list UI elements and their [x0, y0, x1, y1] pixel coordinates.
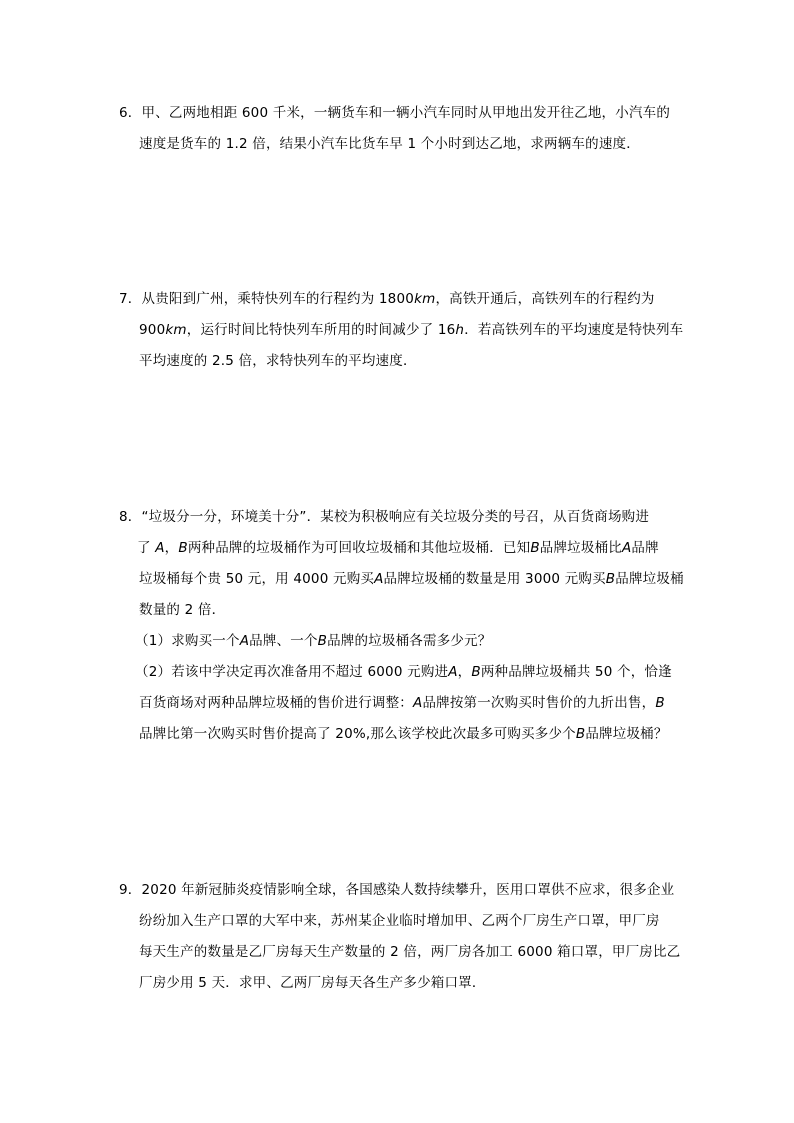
variable-b: B — [178, 540, 188, 556]
problem-9-line-1 — [119, 881, 674, 899]
problem-6-number: 6． — [119, 105, 142, 121]
problem-8-text: 品牌比第一次购买时售价提高了 20%,那么该学校此次最多可购买多少个 — [139, 726, 576, 742]
problem-7-text: 900 — [139, 322, 166, 338]
problem-8-text: ， — [164, 540, 179, 556]
variable-b: B — [605, 571, 616, 587]
problem-7-text: ，运行时间比特快列车所用的时间减少了 16 — [186, 322, 456, 338]
problem-8-text: 品牌垃圾桶？ — [585, 726, 668, 742]
problem-8-text: 垃圾桶每个贵 50 元，用 4000 元购买 — [139, 571, 375, 587]
problem-8-text: 品牌按第一次购买时售价的九折出售， — [422, 695, 656, 711]
variable-a: A — [374, 571, 384, 587]
unit-km: km — [165, 322, 187, 338]
problem-8-text: （2）若该中学决定再次准备用不超过 6000 元购进 — [135, 664, 449, 680]
problem-9-line-3: 每天生产的数量是乙厂房每天生产数量的 2 倍，两厂房各加工 6000 箱口罩，甲厂房比乙 — [139, 944, 681, 960]
problem-8-subquestion-2-line-3 — [139, 725, 668, 743]
problem-7-line-3: 平均速度的 2.5 倍，求特快列车的平均速度． — [139, 353, 417, 369]
problem-8-line-3 — [139, 570, 684, 588]
variable-a: A — [621, 540, 632, 556]
variable-b: B — [317, 633, 328, 649]
problem-7-number: 7． — [119, 291, 142, 307]
problem-8-number: 8． — [119, 509, 142, 525]
problem-7-line-1 — [119, 290, 655, 308]
problem-6-line-1 — [119, 104, 670, 122]
variable-a: A — [413, 695, 423, 711]
problem-9-line-4: 厂房少用 5 天．求甲、乙两厂房每天各生产多少箱口罩． — [139, 975, 486, 991]
problem-8-subquestion-2-line-2 — [139, 694, 665, 712]
problem-7-text: ，高铁开通后，高铁列车的行程约为 — [435, 291, 655, 307]
problem-8-text: 品牌 — [631, 540, 659, 556]
variable-a: A — [155, 540, 165, 556]
unit-h: h — [455, 322, 465, 338]
variable-a: A — [239, 633, 250, 649]
variable-b: B — [655, 695, 665, 711]
problem-8-text: 品牌垃圾桶 — [615, 571, 684, 587]
unit-km: km — [414, 291, 436, 307]
problem-8-subquestion-1 — [135, 632, 492, 650]
problem-9-text: 2020 年新冠肺炎疫情影响全球，各国感染人数持续攀升，医用口罩供不应求，很多企业 — [141, 882, 675, 898]
problem-8-text: 品牌的垃圾桶各需多少元？ — [327, 633, 492, 649]
variable-b: B — [530, 540, 540, 556]
problem-8-text: 品牌垃圾桶比 — [539, 540, 622, 556]
problem-8-text: 了 — [137, 540, 156, 556]
problem-8-line-4: 数量的 2 倍． — [139, 602, 226, 618]
problem-6-text-1: 甲、乙两地相距 600 千米，一辆货车和一辆小汽车同时从甲地出发开往乙地，小汽车的 — [141, 105, 671, 121]
variable-b: B — [575, 726, 586, 742]
problem-8-text: “垃圾分一分，环境美十分”．某校为积极响应有关垃圾分类的号召，从百货商场购进 — [141, 509, 650, 525]
problem-8-text: 品牌、一个 — [249, 633, 318, 649]
problem-8-text: ， — [457, 664, 472, 680]
variable-b: B — [471, 664, 481, 680]
problem-9-line-2: 纷纷加入生产口罩的大军中来，苏州某企业临时增加甲、乙两个厂房生产口罩，甲厂房 — [139, 913, 660, 929]
variable-a: A — [448, 664, 458, 680]
problem-8-text: 百货商场对两种品牌垃圾桶的售价进行调整： — [139, 695, 413, 711]
problem-8-subquestion-2-line-1 — [135, 663, 672, 681]
problem-6-line-2: 速度是货车的 1.2 倍，结果小汽车比货车早 1 个小时到达乙地，求两辆车的速度． — [139, 136, 640, 152]
problem-7-text: ．若高铁列车的平均速度是特快列车 — [464, 322, 684, 338]
problem-7-text: 从贵阳到广州，乘特快列车的行程约为 1800 — [141, 291, 415, 307]
problem-8-line-1 — [119, 508, 649, 526]
problem-8-line-2 — [137, 539, 659, 557]
problem-9-number: 9． — [119, 882, 142, 898]
problem-8-text: （1）求购买一个 — [135, 633, 240, 649]
problem-8-text: 两种品牌的垃圾桶作为可回收垃圾桶和其他垃圾桶．已知 — [187, 540, 531, 556]
problem-8-text: 品牌垃圾桶的数量是用 3000 元购买 — [383, 571, 606, 587]
problem-8-text: 两种品牌垃圾桶共 50 个，恰逢 — [480, 664, 672, 680]
problem-7-line-2 — [139, 321, 683, 339]
